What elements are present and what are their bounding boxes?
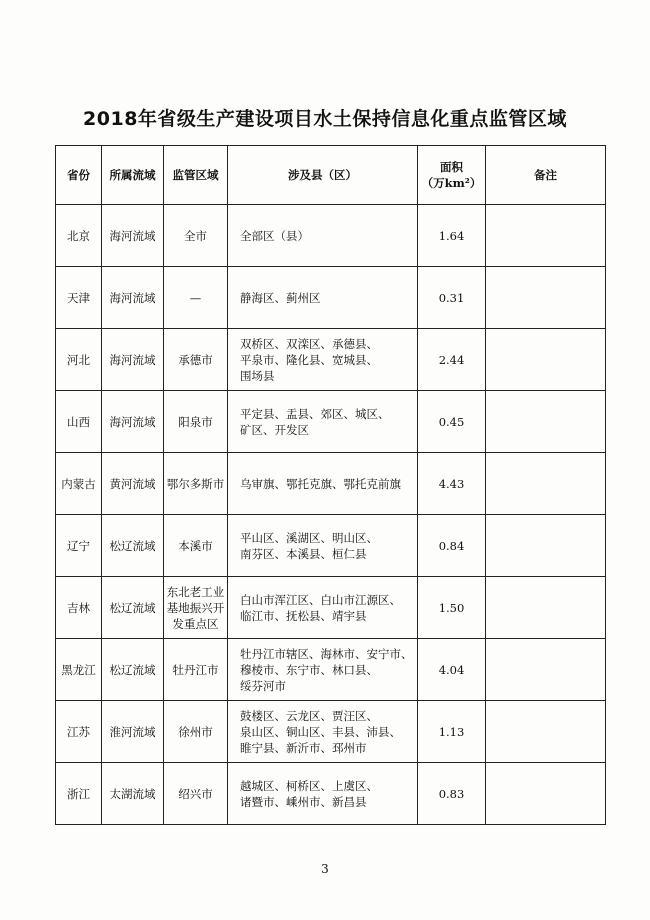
zone-line: 发重点区 [172, 616, 219, 631]
zone-line: 本溪市 [178, 538, 213, 553]
basin-cell: 松辽流域 [102, 577, 164, 639]
table-row [56, 391, 606, 453]
area-cell: 0.83 [418, 763, 486, 825]
counties-line: 南芬区、本溪县、桓仁县 [240, 546, 367, 561]
remark-cell [486, 577, 606, 639]
counties-cell [228, 577, 418, 639]
area-cell: 0.31 [418, 267, 486, 329]
table-row [56, 205, 606, 267]
zone-line: 阳泉市 [178, 414, 213, 429]
basin-cell: 淮河流域 [102, 701, 164, 763]
table-row [56, 453, 606, 515]
basin-cell: 太湖流域 [102, 763, 164, 825]
area-cell: 2.44 [418, 329, 486, 391]
province-cell: 内蒙古 [56, 453, 102, 515]
counties-cell [228, 267, 418, 329]
counties-line: 静海区、蓟州区 [240, 290, 321, 305]
zone-cell [164, 205, 228, 267]
table-row [56, 763, 606, 825]
counties-cell [228, 515, 418, 577]
counties-cell [228, 205, 418, 267]
zone-cell [164, 391, 228, 453]
zone-line: — [189, 290, 202, 305]
counties-line: 围场县 [240, 368, 275, 383]
basin-cell: 海河流域 [102, 391, 164, 453]
counties-cell [228, 329, 418, 391]
counties-line: 平泉市、隆化县、宽城县、 [240, 352, 378, 367]
header-counties: 涉及县（区） [228, 146, 418, 205]
counties-cell [228, 391, 418, 453]
zone-line: 承德市 [178, 352, 213, 367]
counties-line: 穆棱市、东宁市、林口县、 [240, 662, 378, 677]
zone-cell [164, 267, 228, 329]
counties-cell [228, 763, 418, 825]
counties-cell [228, 639, 418, 701]
counties-line: 平山区、溪湖区、明山区、 [240, 530, 378, 545]
header-area-unit: （万km²） [421, 176, 482, 190]
zone-line: 绍兴市 [178, 786, 213, 801]
remark-cell [486, 453, 606, 515]
remark-cell [486, 515, 606, 577]
basin-cell: 松辽流域 [102, 515, 164, 577]
header-province: 省份 [56, 146, 102, 205]
counties-line: 牡丹江市辖区、海林市、安宁市、 [240, 646, 413, 661]
province-cell: 河北 [56, 329, 102, 391]
counties-line: 白山市浑江区、白山市江源区、 [240, 592, 401, 607]
counties-line: 泉山区、铜山区、丰县、沛县、 [240, 724, 401, 739]
zone-line: 基地振兴开 [166, 600, 225, 615]
remark-cell [486, 763, 606, 825]
province-cell: 吉林 [56, 577, 102, 639]
area-cell: 1.50 [418, 577, 486, 639]
header-remark: 备注 [486, 146, 606, 205]
header-area-label: 面积 [440, 160, 463, 174]
province-cell: 辽宁 [56, 515, 102, 577]
counties-line: 诸暨市、嵊州市、新昌县 [240, 794, 367, 809]
basin-cell: 黄河流域 [102, 453, 164, 515]
remark-cell [486, 701, 606, 763]
counties-line: 矿区、开发区 [240, 422, 309, 437]
province-cell: 浙江 [56, 763, 102, 825]
table-row [56, 701, 606, 763]
counties-line: 睢宁县、新沂市、邳州市 [240, 740, 367, 755]
remark-cell [486, 329, 606, 391]
zone-cell [164, 701, 228, 763]
remark-cell [486, 391, 606, 453]
header-area [418, 146, 486, 205]
zone-cell [164, 577, 228, 639]
remark-cell [486, 639, 606, 701]
zone-line: 徐州市 [178, 724, 213, 739]
basin-cell: 松辽流域 [102, 639, 164, 701]
table-row [56, 267, 606, 329]
table-row [56, 515, 606, 577]
zone-cell [164, 453, 228, 515]
province-cell: 黑龙江 [56, 639, 102, 701]
remark-cell [486, 205, 606, 267]
zone-line: 鄂尔多斯市 [166, 476, 225, 491]
basin-cell: 海河流域 [102, 329, 164, 391]
header-row [56, 146, 606, 205]
page-number: 3 [321, 862, 329, 876]
counties-line: 平定县、盂县、郊区、城区、 [240, 406, 390, 421]
area-cell: 0.45 [418, 391, 486, 453]
counties-line: 越城区、柯桥区、上虞区、 [240, 778, 378, 793]
province-cell: 天津 [56, 267, 102, 329]
area-cell: 1.64 [418, 205, 486, 267]
header-basin: 所属流域 [102, 146, 164, 205]
zone-cell [164, 639, 228, 701]
remark-cell [486, 267, 606, 329]
zone-cell [164, 763, 228, 825]
zone-cell [164, 329, 228, 391]
basin-cell: 海河流域 [102, 205, 164, 267]
counties-line: 全部区（县） [240, 228, 309, 243]
counties-line: 乌审旗、鄂托克旗、鄂托克前旗 [240, 476, 401, 491]
zone-line: 东北老工业 [166, 584, 225, 599]
zone-cell [164, 515, 228, 577]
province-cell: 山西 [56, 391, 102, 453]
counties-line: 鼓楼区、云龙区、贾汪区、 [240, 708, 378, 723]
area-cell: 0.84 [418, 515, 486, 577]
counties-cell [228, 453, 418, 515]
basin-cell: 海河流域 [102, 267, 164, 329]
counties-line: 双桥区、双滦区、承德县、 [240, 336, 378, 351]
zone-line: 牡丹江市 [172, 662, 219, 677]
area-cell: 4.43 [418, 453, 486, 515]
table-row [56, 639, 606, 701]
counties-cell [228, 701, 418, 763]
counties-line: 临江市、抚松县、靖宇县 [240, 608, 367, 623]
province-cell: 江苏 [56, 701, 102, 763]
table-row [56, 329, 606, 391]
zone-line: 全市 [184, 228, 207, 243]
counties-line: 绥芬河市 [240, 678, 286, 693]
table-row [56, 577, 606, 639]
area-cell: 1.13 [418, 701, 486, 763]
header-zone: 监管区域 [164, 146, 228, 205]
area-cell: 4.04 [418, 639, 486, 701]
page-title: 2018年省级生产建设项目水土保持信息化重点监管区域 [83, 108, 567, 130]
province-cell: 北京 [56, 205, 102, 267]
supervision-table [55, 145, 606, 825]
